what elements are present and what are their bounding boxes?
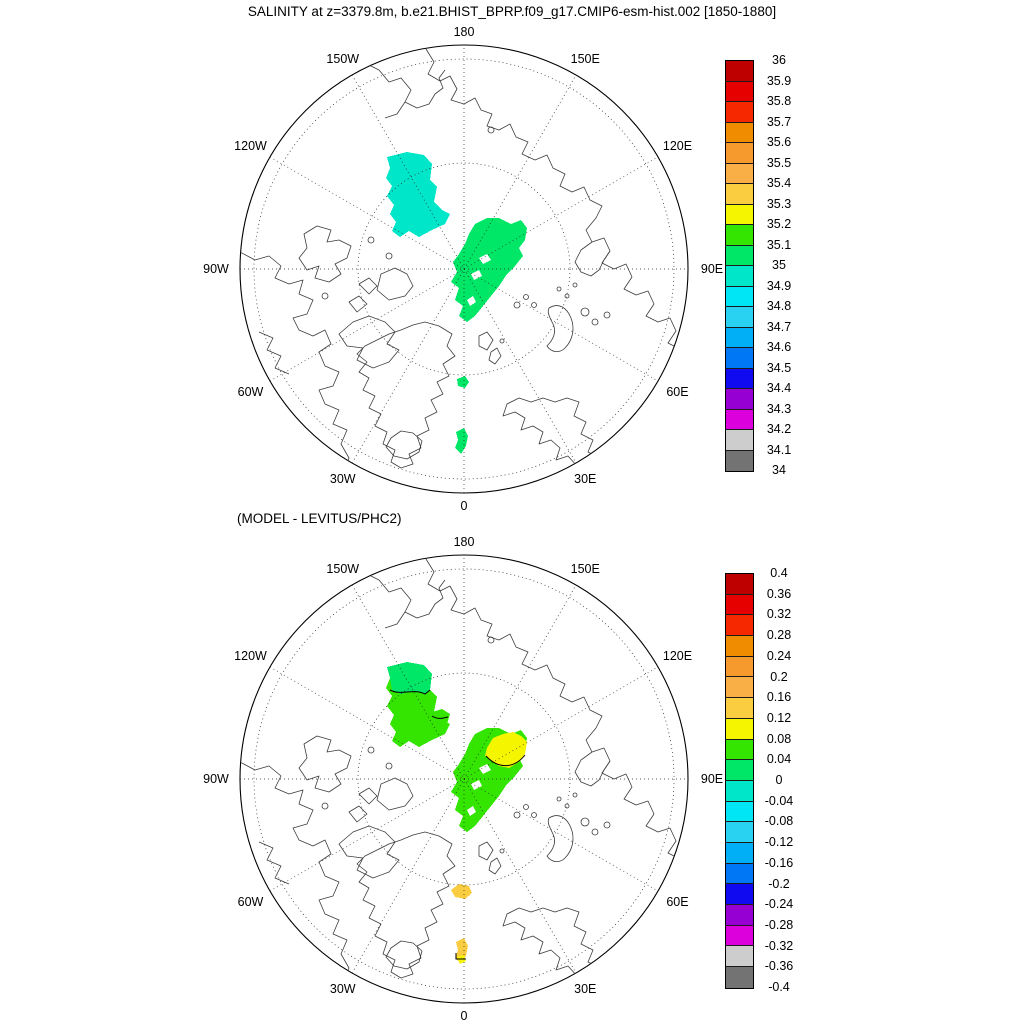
colorbar-cell — [726, 82, 753, 103]
colorbar-tick-label: 34.9 — [766, 278, 792, 293]
colorbar-tick-label: 0.36 — [766, 586, 792, 601]
central-basin-patch — [451, 218, 527, 322]
lon-label-90E: 90E — [700, 262, 724, 276]
colorbar-cell — [726, 389, 753, 410]
colorbar-cell — [726, 307, 753, 328]
colorbar-tick-label: 35.6 — [766, 135, 792, 149]
colorbar-tick-label: 36 — [772, 53, 786, 67]
lon-label-0: 0 — [460, 499, 468, 513]
colorbar-tick-label: 0.12 — [766, 710, 792, 725]
colorbar-cell — [726, 864, 753, 885]
graticule — [237, 45, 688, 493]
lon-label-30E: 30E — [574, 472, 597, 486]
colorbar-tick-label: -0.4 — [768, 980, 790, 994]
lon-label-0: 0 — [460, 1009, 468, 1023]
lon-label-30W: 30W — [329, 982, 356, 996]
colorbar-tick-label: 34.5 — [766, 360, 792, 375]
colorbar-cell — [726, 369, 753, 390]
colorbar-cell — [726, 123, 753, 144]
lon-label-60W: 60W — [237, 385, 264, 400]
colorbar-tick-label: -0.04 — [764, 793, 794, 808]
colorbar-cell — [726, 225, 753, 246]
salinity-map-svg — [229, 34, 699, 504]
lon-label-60E: 60E — [666, 895, 689, 910]
colorbar-cells — [725, 573, 754, 989]
lon-label-30E: 30E — [574, 982, 597, 996]
lon-label-90E: 90E — [700, 772, 724, 786]
lon-label-120W: 120W — [234, 648, 267, 663]
difference-subtitle: (MODEL - LEVITUS/PHC2) — [237, 511, 402, 526]
colorbar-cell — [726, 348, 753, 369]
colorbar-tick-label: 35.7 — [766, 114, 792, 129]
lon-label-150E: 150E — [570, 561, 600, 576]
colorbar-cell — [726, 410, 753, 431]
colorbar-cell — [726, 266, 753, 287]
lon-label-120W: 120W — [234, 138, 267, 153]
colorbar-tick-label: 35 — [772, 258, 786, 272]
colorbar-cell — [726, 143, 753, 164]
lon-label-150W: 150W — [326, 51, 360, 66]
colorbar-tick-label: 34.7 — [766, 319, 792, 334]
difference-map — [203, 535, 724, 1023]
lon-label-90W: 90W — [203, 772, 229, 786]
colorbar-cell — [726, 822, 753, 843]
colorbar-cell — [726, 781, 753, 802]
difference-map-svg — [229, 544, 699, 1014]
colorbar-tick-label: 0.28 — [766, 628, 792, 643]
lon-label-180: 180 — [453, 25, 475, 39]
colorbar-cell — [726, 843, 753, 864]
colorbar-tick-label: 0.08 — [766, 731, 792, 746]
graticule — [237, 555, 688, 1003]
colorbar-tick-label: 34.3 — [766, 401, 792, 416]
difference-colorbar — [725, 566, 805, 994]
small-spot-diff-patch — [451, 884, 472, 899]
colorbar-tick-label: 35.5 — [766, 155, 792, 170]
colorbar-cell — [726, 246, 753, 267]
colorbar-cell — [726, 636, 753, 657]
colorbar-tick-label: 0 — [775, 773, 783, 787]
colorbar-cells — [725, 60, 754, 472]
colorbar-tick-label: 0.4 — [770, 566, 788, 580]
colorbar-tick-label: 34.2 — [766, 422, 792, 436]
colorbar-cell — [726, 164, 753, 185]
colorbar-tick-label: 35.2 — [766, 217, 792, 231]
lon-label-180: 180 — [453, 535, 475, 549]
colorbar-tick-label: 35.9 — [766, 73, 792, 88]
colorbar-cell — [726, 677, 753, 698]
colorbar-cell — [726, 184, 753, 205]
colorbar-cell — [726, 802, 753, 823]
colorbar-tick-label: 0.04 — [766, 752, 792, 767]
small-spot-patch — [457, 376, 469, 388]
colorbar-cell — [726, 719, 753, 740]
colorbar-tick-label: 35.4 — [766, 176, 792, 190]
lon-label-120E: 120E — [662, 648, 693, 663]
colorbar-tick-label: 0.2 — [770, 669, 788, 684]
colorbar-tick-label: -0.24 — [764, 897, 794, 912]
colorbar-cell — [726, 574, 753, 595]
colorbar-cell — [726, 102, 753, 123]
colorbar-tick-label: 35.1 — [766, 237, 792, 252]
lon-label-30W: 30W — [329, 472, 356, 486]
colorbar-cell — [726, 61, 753, 82]
salinity-map — [203, 25, 724, 513]
colorbar-cell — [726, 430, 753, 451]
lon-label-60W: 60W — [237, 895, 264, 910]
lon-label-60E: 60E — [666, 385, 689, 400]
colorbar-cell — [726, 595, 753, 616]
colorbar-tick-label: -0.32 — [764, 938, 794, 953]
colorbar-tick-label: -0.16 — [764, 855, 794, 870]
canada-basin-patch — [386, 152, 450, 237]
colorbar-tick-label: 0.16 — [766, 690, 792, 705]
lon-label-150E: 150E — [570, 51, 600, 66]
colorbar-cell — [726, 760, 753, 781]
colorbar-tick-label: 0.24 — [766, 648, 792, 663]
colorbar-cell — [726, 926, 753, 947]
colorbar-tick-label: 34.1 — [766, 442, 792, 457]
colorbar-tick-label: -0.28 — [764, 917, 794, 932]
figure-title: SALINITY at z=3379.8m, b.e21.BHIST_BPRP.f09_g17.CMIP6-esm-hist.002 [1850-1880] — [247, 4, 777, 19]
colorbar-tick-label: 34.8 — [766, 299, 792, 313]
salinity-colorbar — [725, 53, 805, 477]
colorbar-cell — [726, 967, 753, 988]
colorbar-tick-label: 35.3 — [766, 196, 792, 211]
colorbar-tick-label: -0.08 — [764, 814, 794, 829]
canada-basin-diff-cap — [387, 662, 432, 694]
colorbar-tick-label: -0.12 — [764, 835, 794, 850]
colorbar-cell — [726, 740, 753, 761]
lon-label-150W: 150W — [326, 561, 360, 576]
colorbar-cell — [726, 205, 753, 226]
colorbar-cell — [726, 698, 753, 719]
colorbar-tick-label: 35.8 — [766, 94, 792, 108]
lon-label-90W: 90W — [203, 262, 229, 276]
colorbar-cell — [726, 451, 753, 472]
colorbar-cell — [726, 905, 753, 926]
colorbar-cell — [726, 287, 753, 308]
colorbar-tick-label: 34.4 — [766, 381, 792, 395]
colorbar-cell — [726, 657, 753, 678]
colorbar-tick-label: 34.6 — [766, 340, 792, 354]
lon-label-120E: 120E — [662, 138, 693, 153]
colorbar-tick-label: -0.2 — [768, 876, 790, 891]
colorbar-tick-label: -0.36 — [764, 959, 794, 974]
colorbar-cell — [726, 946, 753, 967]
colorbar-tick-label: 0.32 — [766, 607, 792, 622]
colorbar-cell — [726, 884, 753, 905]
greenland-sea-spot-patch — [455, 428, 468, 454]
colorbar-tick-label: 34 — [772, 463, 786, 477]
colorbar-cell — [726, 615, 753, 636]
colorbar-cell — [726, 328, 753, 349]
